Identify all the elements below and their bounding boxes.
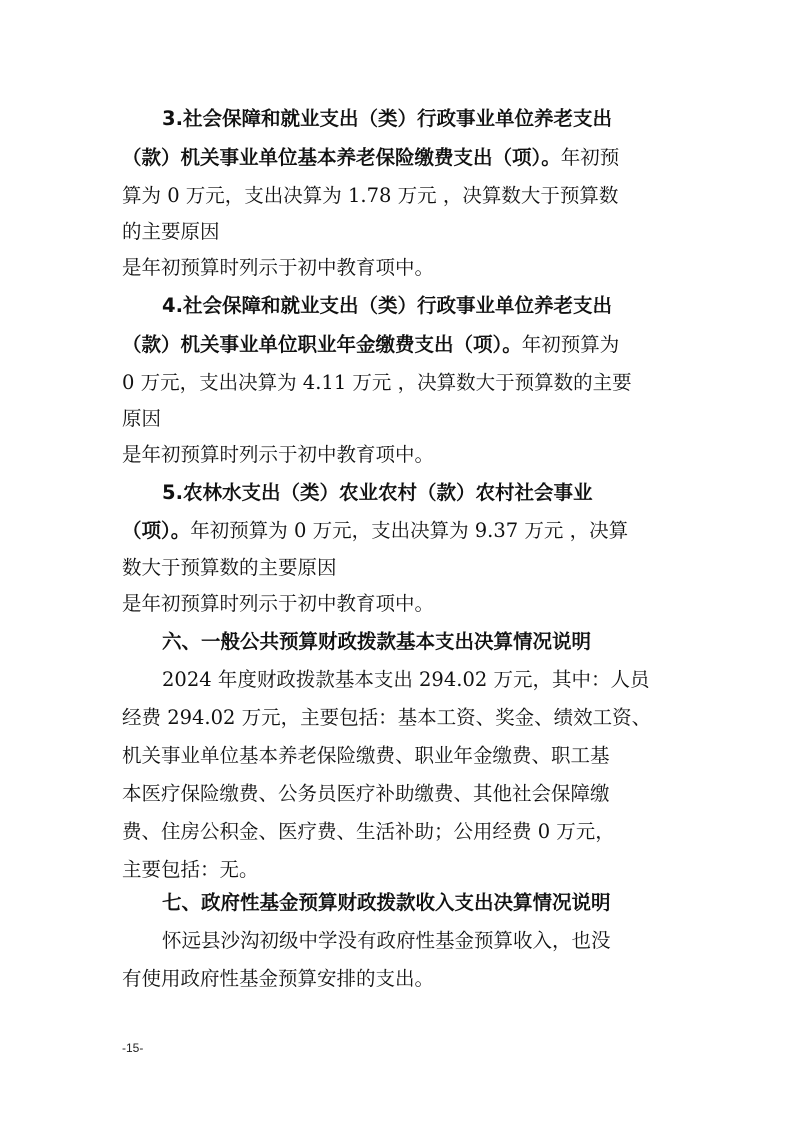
section-6-title: 六、一般公共预算财政拨款基本支出决算情况说明: [162, 630, 592, 653]
p4-body-line3: 原因: [122, 407, 162, 430]
p3-body-start: 年初预: [560, 146, 620, 169]
p4-heading-line2: [0, 333, 793, 357]
section-6-line4: 本医疗保险缴费、公务员医疗补助缴费、其他社会保障缴: [122, 782, 610, 805]
section-6-line6: 主要包括：无。: [122, 858, 259, 881]
p3-body-line3: 的主要原因: [122, 220, 220, 243]
section-6-line3: 机关事业单位基本养老保险缴费、职业年金缴费、职工基: [122, 744, 610, 767]
p3-body-line4: 是年初预算时列示于初中教育项中。: [122, 256, 435, 279]
p3-heading-line1: 3.社会保障和就业支出（类）行政事业单位养老支出: [162, 107, 612, 130]
p3-heading-continued: （款）机关事业单位基本养老保险缴费支出（项）。: [122, 146, 561, 169]
section-7-title: 七、政府性基金预算财政拨款收入支出决算情况说明: [162, 891, 611, 914]
section-6-line5: 费、住房公积金、医疗费、生活补助；公用经费 0 万元，: [122, 820, 615, 843]
section-6-line2: 经费 294.02 万元，主要包括：基本工资、奖金、绩效工资、: [122, 706, 652, 729]
p4-heading-line1: 4.社会保障和就业支出（类）行政事业单位养老支出: [162, 294, 612, 317]
p5-heading-line1: 5.农林水支出（类）农业农村（款）农村社会事业: [162, 481, 593, 504]
p4-body-line2: 0 万元，支出决算为 4.11 万元 ，决算数大于预算数的主要: [122, 371, 632, 394]
p5-heading-line2: [0, 519, 793, 543]
p4-heading-continued: （款）机关事业单位职业年金缴费支出（项）。: [122, 333, 522, 356]
p4-body-start: 年初预算为: [521, 333, 620, 356]
page-number: -15-: [122, 1041, 144, 1055]
p5-heading-continued: （项）。: [122, 519, 191, 542]
p5-body-line3: 是年初预算时列示于初中教育项中。: [122, 592, 435, 615]
p3-heading-line2: [0, 146, 793, 170]
section-7-line2: 有使用政府性基金预算安排的支出。: [122, 967, 435, 990]
p4-body-line4: 是年初预算时列示于初中教育项中。: [122, 443, 435, 466]
p5-body-start: 年初预算为 0 万元，支出决算为 9.37 万元 ，决算: [190, 519, 629, 542]
section-6-line1: 2024 年度财政拨款基本支出 294.02 万元，其中：人员: [162, 668, 650, 691]
p3-body-line2: 算为 0 万元，支出决算为 1.78 万元 ，决算数大于预算数: [122, 184, 619, 207]
p5-body-line2: 数大于预算数的主要原因: [122, 556, 337, 579]
section-7-line1: 怀远县沙沟初级中学没有政府性基金预算收入，也没: [162, 929, 611, 952]
